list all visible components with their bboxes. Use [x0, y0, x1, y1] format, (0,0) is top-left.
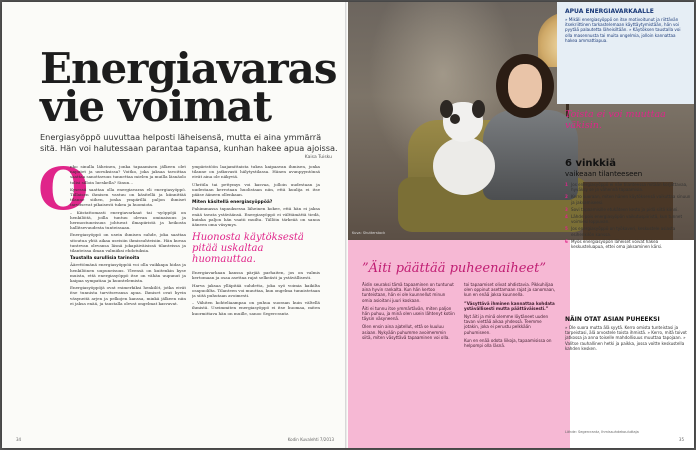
testimonial-paragraph: Olen ensin aina ajatellut, että se kuuluu asiaan. Nykyään puhumme avoimemmin siitä, miten väsyttävä tapaaminen voi olla. [362, 324, 450, 340]
testimonial-column-2 [464, 282, 558, 351]
tip-text: Sovi tapaamisille etukäteen kesto ja pidä siitä kiinni. [571, 206, 679, 212]
how-to-text: » Ole suora mutta älä syytä. Kerro omista tunteistasi ja tarpeistasi, älä arvostele toista ihmistä. » Kerro, mitä toivot jatkossa ja anna toiselle mahdollisuus muuttaa tapojaan. » Valitse rauhallinen hetki ja paikka, jossa voitte keskustella kahden kesken. [565, 325, 687, 351]
testimonial-column-1 [362, 282, 456, 351]
source-note: Lähde: Segercrantz, Ihmissuhdekouluttaja [565, 430, 639, 434]
tip-item [565, 182, 691, 192]
tip-number: 4 [565, 214, 568, 220]
testimonial-quote: ”Väsyttävä ihminen kannattaa kohdata ystävällisesti mutta päättäväisesti.” [464, 300, 555, 311]
tip-number: 2 [565, 194, 568, 200]
tip-text: Jos energiasyöppö on työkaveri, keskustele asiasta esihenkilön kanssa. [571, 226, 676, 237]
dog-body [433, 137, 495, 195]
page-number-right: 35 [678, 437, 684, 442]
body-paragraph: Pahimmassa tapauksessa läheinen kokee, että hän ei jaksa enää tavata ystäväänsä. Energiasyöppö ei välttämättä tiedä, kuinka paljon hän vaatii muilta. Tällöin tärkeää on sanoa ääneen oma väsymys. [192, 206, 320, 228]
tip-text: Jos energiasyöppö ei näe tilanteessa mitään korjattavaa, hyväksy se ja vähennä tapaamisia. [571, 182, 688, 193]
photo-credit: Kuva: Shutterstock [352, 231, 386, 235]
help-box [557, 2, 694, 104]
tip-number: 3 [565, 206, 568, 212]
subheading: Miten käsitellä energiasyöppöä? [192, 200, 273, 206]
dog-ear-right [472, 100, 485, 118]
body-paragraph: Energiasyöppöjä ovat esimerkiksi henkilöt, jotka eivät itse tunnista tarvitsevansa apua. Ihmiset ovat hyvin väsyneitä arjen ja pelkojen kanssa, minkä jälkeen niin ei jaksa enää, ja taustalla olevat ongelmat kasvavat. [70, 285, 186, 306]
tip-text: Lähde pois energiasyöpön vaikutuspiiristä, kun tunnet voimiesi loppuvan. [571, 214, 683, 225]
sidebar-pull-quote: Toista ei voi muuttaa väkisin. [565, 109, 666, 131]
testimonial-paragraph: toi tapaamiset olivat ahdistavia. Pikkuhiljaa olen oppinut asettamaan rajat ja sanomaan, kun en enää jaksa kuunnella. [464, 282, 556, 298]
left-page [2, 2, 348, 448]
tip-item [565, 214, 691, 224]
magazine-issue: Kodin Kuvalehti 7/2013 [287, 437, 334, 442]
body-paragraph: Kysessä saattaa olla energiavaras eli energiasyöppö. Tällaisen ihmisen vastuu on käsitellä ja kiinnittää tilanne siihen, jonka ympärillä paljon ihmiset tarvitsevat pikaisesti tukea ja huomiota. [70, 186, 186, 208]
body-column-2 [192, 164, 320, 429]
tip-item [565, 226, 691, 236]
tips-title: 6 vinkkiä [565, 158, 616, 169]
testimonial-paragraph: Kun en enää odota liikoja, tapaamisissa on helpompi olla läsnä. [464, 337, 552, 349]
byline: Kaisa Tuisku [304, 155, 332, 160]
dog-eye-patch [450, 114, 460, 124]
page-number-left: 34 [16, 437, 22, 442]
testimonial-title: ”Äiti päättää puheenaiheet” [362, 261, 546, 276]
tip-number: 1 [565, 182, 568, 187]
lead-paragraph: Energiasyöppö uuvuttaa helposti läheisensä, mutta ei aina ymmärrä sitä. Hän voi halutessaan parantaa tapansa, kunhan hakee apua ajoissa. [40, 132, 338, 153]
tip-item [565, 239, 691, 249]
body-paragraph: Energiasyöppö on usein ihmisen suhde, joka saattaa sitoutua yhtä aikaa useisiin ihmissuhteisiin. Hän kuvaa tuntevan olevansa läsnä jokapäiväisissä tilanteissa ja tilanteissa ilman valmiiksi ehdotuksia. [70, 232, 186, 254]
person-face [508, 64, 542, 108]
tip-text: Kerro suoraan, miten hänen käytöksensä vaikuttaa sinuun ja jaksamiseesi. [571, 194, 691, 205]
pull-quote: Huonosta käytöksestä pitää uskaltaa huomauttaa. [192, 232, 304, 266]
testimonial-paragraph: Äiti ei tunnu itse ymmärtävän, miten paljon hän puhuu, ja minä olen usein lähtenyt kotiin täysin väsyneenä. [362, 305, 455, 322]
subheading: Taustalla surullisia tarinoita [70, 256, 140, 262]
headline-line-2: vie voimat [40, 82, 272, 131]
testimonial-paragraph: Nyt äiti ja minä olemme löytäneet uuden tavan viettää aikaa yhdessä. Teemme jotakin, joka ei perustu pelkkään puhumiseen. [464, 314, 549, 335]
right-page [348, 2, 694, 448]
page-gutter [345, 2, 347, 448]
headline-line-1: Energiavaras [40, 44, 337, 93]
tip-text: Myös energiasyöpön läheiset voivat hakea keskusteluapua, ettei oma jaksaminen kärsi. [571, 238, 663, 250]
help-box-title: APUA ENERGIAVARKAALLE [565, 8, 654, 15]
body-paragraph: Energiavarkaan kanssa pärjää parhaiten, jos on valmis kertomaan ja osaa asettaa rajat selkeästi ja ystävällisesti. [192, 270, 320, 281]
how-to-title: NÄIN OTAT ASIAN PUHEEKSI [565, 316, 660, 323]
testimonial-box [348, 240, 570, 448]
body-paragraph: Äärettömänä energiasyöppöä voi olla vaikkapa hidas ja henkilöinen uupuneisuus. Yleensä on kuitenkin kyse muista, että energiasyöppö itse on vähän uupunut ja kaipaa sympatiaa ja kuuntelemista. [70, 262, 186, 284]
tips-subtitle: vaikeaan tilanteeseen [565, 170, 643, 178]
headline [40, 44, 340, 131]
body-paragraph: nko sinulla läheinen, jonka tapaamisen jälkeen olet naputet ja uuvuksissa? Voitko, joka jaksaa tavoittaa saattaa sanottavuus tunnettaa mielen ja muilla läsnäolo tulisi silloin lueskella? Sinun... [70, 164, 186, 185]
tip-number: 6 [565, 238, 568, 244]
body-column-1 [70, 164, 186, 429]
tip-item [565, 194, 691, 204]
body-paragraph: ympäristöön laajamittaista tukea kaipaavan ihmisen, jonka tilanne on jatkuvasti hälytystilassa. Hänen avunpyyntönsä eivät aina ole näkyviä. [192, 164, 320, 180]
body-paragraph: – Vähiten kohteliaampaa on puhua suoraan kuin vältellä ihmistä. Useimmiten energiasyöppö ei itse huomaa, miten kuormittava hän on muille, sanoo Segercrantz. [192, 300, 320, 316]
testimonial-paragraph: Äidin seuraksi tämä tapaaminen on tuntunut aina hyvin rankalta. Kun hän kertoo tunteistaan, hän ei ole kuunnellut minun omia asioitani juuri koskaan. [362, 282, 454, 303]
help-box-text: » Mikäli energiasyöppö on itse motivoitunut ja riittävän itsekriittinen tarkastelemaan käyttäytymistään, hän voi pyytää palautetta läheisiltään. » Käytöksen taustalla voi olla masennusta tai muita ongelmia, jolloin kannattaa hakea ammattiapua. [565, 17, 681, 43]
tips-list [565, 182, 691, 251]
testimonial-columns [362, 282, 562, 351]
drop-cap: O [38, 155, 89, 223]
body-paragraph: Uhritila tai pettymys voi kasvaa, jolloin uudestaan ja uudestaan kerrotaan huolistaan niin, että kuulija ei itse pääse ääneen ollenkaan. [192, 181, 320, 198]
body-paragraph: – Kiistattomasti energiavarkaat tai -syöppöjä on henkilöitä, joilla tuntuu olevan ominaisuus ja hermostuneisuus johtuvat ilmapiiristä ja heikosta hallitsevuudesta tunteissaan. [70, 209, 186, 231]
tip-item [565, 207, 691, 212]
body-paragraph: Harva jaksaa ylläpitää suhdetta, joka syö voimia kaikilta osapuolilta. Tilanteen voi muuttaa, kun ongelma tunnistetaan ja siitä puhutaan avoimesti. [192, 282, 320, 299]
magazine-spread [2, 2, 694, 448]
tip-number: 5 [565, 226, 568, 232]
sidebar [557, 2, 694, 448]
